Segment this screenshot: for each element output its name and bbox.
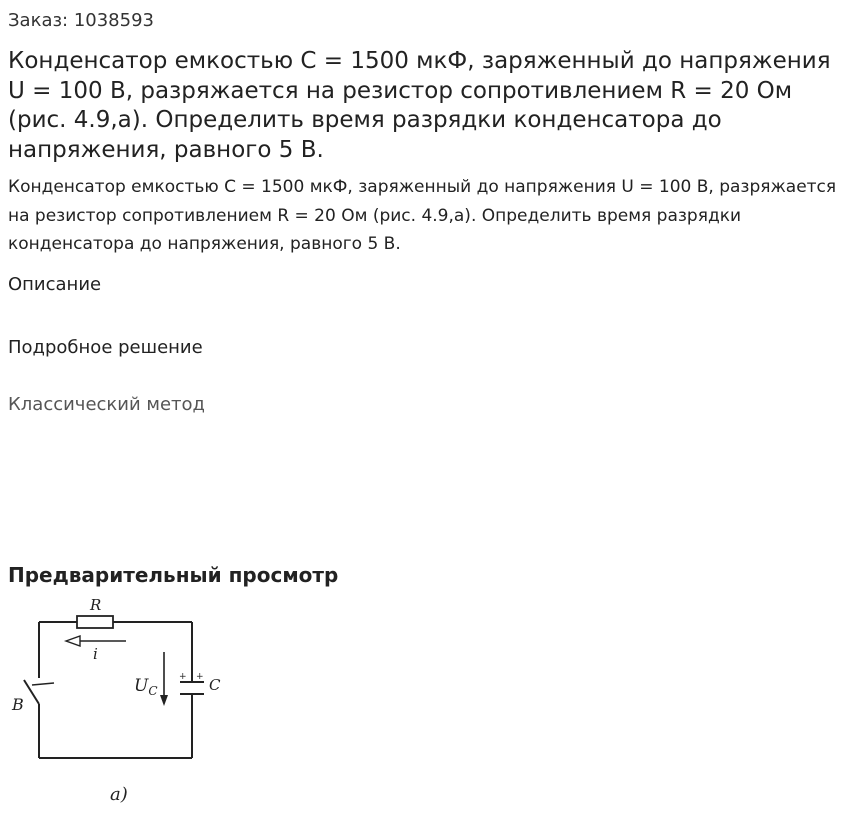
switch-contact <box>32 683 54 685</box>
label-switch: B <box>12 695 24 714</box>
order-number: Заказ: 1038593 <box>8 10 154 31</box>
label-voltage-sub: C <box>148 684 158 698</box>
tab-detailed-solution[interactable]: Подробное решение <box>8 337 203 358</box>
label-current: i <box>93 645 98 663</box>
label-plus-right: + <box>196 672 204 682</box>
tab-description[interactable]: Описание <box>8 274 102 295</box>
tab-classical-method[interactable]: Классический метод <box>8 394 205 415</box>
problem-text: Конденсатор емкостью С = 1500 мкФ, заряженный до напряжения U = 100 В, разряжается на резистор сопротивлением R = 20 Ом (рис. 4.9,а). Определить время разрядки конденсатора до напряжения, равного 5 В. <box>8 177 837 254</box>
voltage-arrow-head <box>160 695 168 706</box>
problem-title: Конденсатор емкостью С = 1500 мкФ, заряженный до напряжения U = 100 В, разряжается на резистор сопротивлением R = 20 Ом (рис. 4.9,а). Определить время разрядки конденсатора до напряжения, равного 5 В. <box>8 48 831 163</box>
label-voltage: $U_C$ <box>134 676 158 698</box>
label-capacitor: C <box>209 676 221 694</box>
circuit-diagram <box>8 594 238 809</box>
label-caption: а) <box>110 784 128 805</box>
label-resistor: R <box>90 596 102 614</box>
preview-title: Предварительный просмотр <box>8 563 339 587</box>
resistor <box>77 616 113 628</box>
label-plus-left: + <box>179 672 187 682</box>
switch-blade <box>24 680 39 704</box>
current-arrow-head <box>66 636 80 646</box>
